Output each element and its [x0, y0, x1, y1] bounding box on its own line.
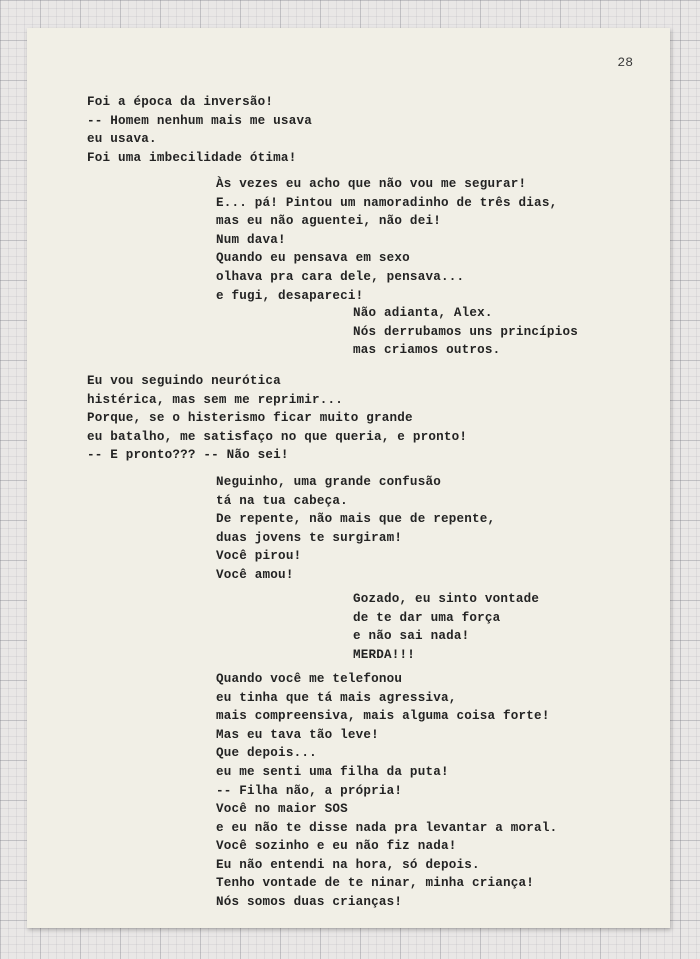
stanza-8 [216, 874, 534, 911]
stanza-6 [353, 590, 539, 664]
text-line: -- Homem nenhum mais me usava [87, 113, 312, 128]
text-line: Você sozinho e eu não fiz nada! [216, 839, 457, 854]
text-line: Não adianta, Alex. [353, 306, 493, 320]
text-line: Mas eu tava tão leve! [216, 727, 379, 742]
text-line: E... pá! Pintou um namoradinho de três dias, [216, 195, 558, 210]
text-line: olhava pra cara dele, pensava... [216, 269, 465, 284]
text-line: Quando eu pensava em sexo [216, 251, 410, 266]
text-line: Eu não entendi na hora, só depois. [216, 857, 480, 872]
text-line: mas eu não aguentei, não dei! [216, 214, 441, 229]
text-line: Porque, se o histerismo ficar muito grande [87, 411, 413, 426]
text-line: eu me senti uma filha da puta! [216, 764, 449, 779]
text-line: Nós somos duas crianças! [216, 894, 403, 909]
text-line: de te dar uma força [353, 610, 501, 625]
text-line: Neguinho, uma grande confusão [216, 475, 441, 489]
stanza-7 [216, 670, 557, 875]
text-line: e fugi, desapareci! [216, 288, 364, 303]
text-line: mais compreensiva, mais alguma coisa forte! [216, 709, 550, 724]
text-line: Que depois... [216, 746, 317, 761]
text-line: -- E pronto??? -- Não sei! [87, 448, 289, 463]
text-line: Você pirou! [216, 549, 302, 564]
text-line: eu usava. [87, 132, 157, 147]
page-number: 28 [617, 55, 633, 70]
text-line: Foi a época da inversão! [87, 95, 274, 109]
text-line: histérica, mas sem me reprimir... [87, 392, 343, 407]
text-line: Nós derrubamos uns princípios [353, 324, 578, 339]
stanza-1 [87, 93, 312, 167]
stanza-4 [87, 372, 467, 465]
text-line: Você no maior SOS [216, 802, 348, 817]
text-line: e não sai nada! [353, 629, 470, 644]
text-line: e eu não te disse nada pra levantar a moral. [216, 820, 558, 835]
text-line: eu tinha que tá mais agressiva, [216, 690, 457, 705]
text-line: Às vezes eu acho que não vou me segurar! [216, 177, 527, 191]
text-line: -- Filha não, a própria! [216, 783, 403, 798]
text-line: mas criamos outros. [353, 343, 501, 358]
text-line: eu batalho, me satisfaço no que queria, e pronto! [87, 429, 468, 444]
text-line: Eu vou seguindo neurótica [87, 374, 281, 388]
stanza-3 [353, 304, 578, 360]
text-line: duas jovens te surgiram! [216, 530, 403, 545]
text-line: Quando você me telefonou [216, 672, 403, 686]
stanza-5 [216, 473, 495, 585]
typewritten-page [27, 28, 670, 928]
text-line: Foi uma imbecilidade ótima! [87, 150, 297, 165]
text-line: Tenho vontade de te ninar, minha criança! [216, 876, 535, 890]
text-line: MERDA!!! [353, 647, 416, 662]
text-line: Você amou! [216, 567, 294, 582]
text-line: Gozado, eu sinto vontade [353, 592, 540, 606]
stanza-2 [216, 175, 557, 305]
text-line: Num dava! [216, 232, 286, 247]
text-line: De repente, não mais que de repente, [216, 512, 496, 527]
text-line: tá na tua cabeça. [216, 493, 348, 508]
